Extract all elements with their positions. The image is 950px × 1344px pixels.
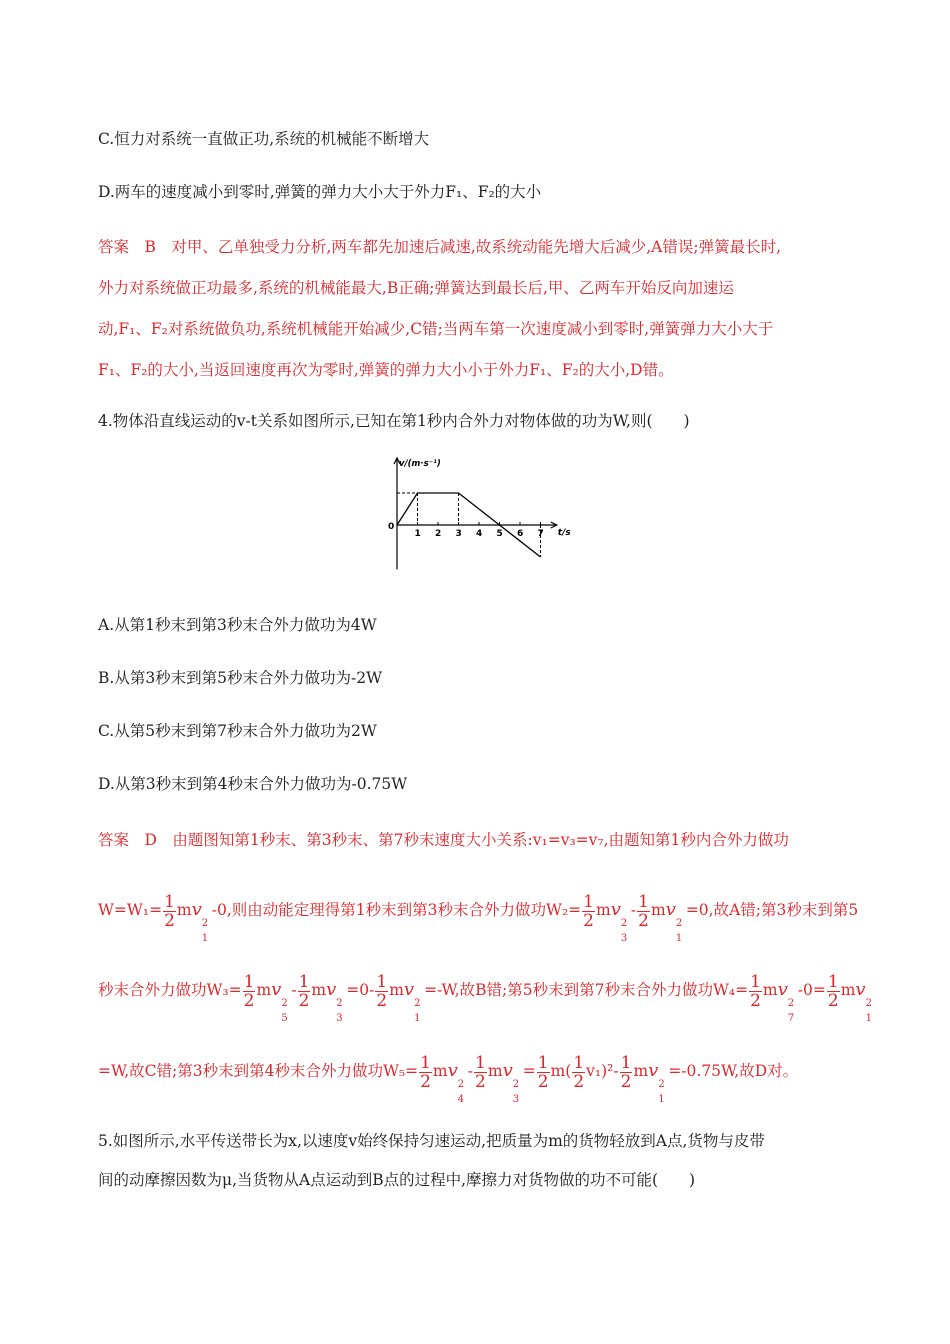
option-c-prev: C.恒力对系统一直做正功,系统的机械能不断增大 xyxy=(98,130,430,148)
x-tick-label: 3 xyxy=(455,529,462,539)
answer3-line-1: 答案 B 对甲、乙单独受力分析,两车都先加速后减速,故系统动能先增大后减少,A错误;弹簧最长时, xyxy=(98,238,782,256)
x-tick-label: 6 xyxy=(517,529,524,539)
answer4-line-2: W=W₁= $\frac{1}{2}$ mv 2 1 -0,则由动能定理得第1秒末到第3秒末合外力做功W₂= $\frac{1}{2}$ mv 2 3 - $\frac{1}{2}$ mv 2 1 =0,故A错;第3秒末到第5 xyxy=(98,891,859,944)
answer4-line-4: =W,故C错;第3秒末到第4秒末合外力做功W₅= $\frac{1}{2}$ mv 2 4 - $\frac{1}{2}$ mv 2 3 = $\frac{1}{2}$ m( $\frac{1}{2}$ v₁)²- $\frac{1}{2}$ mv 2 1 =-0.75W,故D对。 xyxy=(98,1052,799,1105)
answer3-line-4: F₁、F₂的大小,当返回速度再次为零时,弹簧的弹力大小小于外力F₁、F₂的大小,D错。 xyxy=(98,361,674,379)
answer3-line-3: 动,F₁、F₂对系统做负功,系统机械能开始减少,C错;当两车第一次速度减小到零时,弹簧弹力大小大于 xyxy=(98,320,774,338)
x-tick-label: 4 xyxy=(476,529,483,539)
option-4d: D.从第3秒末到第4秒末合外力做功为-0.75W xyxy=(98,775,408,793)
origin-label: 0 xyxy=(388,522,395,532)
question-5-line-2: 间的动摩擦因数为μ,当货物从A点运动到B点的过程中,摩擦力对货物做的功不可能( ) xyxy=(98,1171,696,1189)
question-4: 4.物体沿直线运动的v-t关系如图所示,已知在第1秒内合外力对物体做的功为W,则( ) xyxy=(98,412,690,430)
option-4c: C.从第5秒末到第7秒末合外力做功为2W xyxy=(98,722,377,740)
question-5-line-1: 5.如图所示,水平传送带长为x,以速度v始终保持匀速运动,把质量为m的货物轻放到A点,货物与皮带 xyxy=(98,1132,765,1150)
option-4a: A.从第1秒末到第3秒末合外力做功为4W xyxy=(98,616,377,634)
x-tick-label: 2 xyxy=(435,529,442,539)
x-tick-label: 7 xyxy=(537,529,544,539)
option-d-prev: D.两车的速度减小到零时,弹簧的弹力大小大于外力F₁、F₂的大小 xyxy=(98,183,542,201)
x-tick-label: 5 xyxy=(496,529,503,539)
vt-chart xyxy=(380,455,590,575)
answer3-line-2: 外力对系统做正功最多,系统的机械能最大,B正确;弹簧达到最长后,甲、乙两车开始反向加速运 xyxy=(98,279,734,297)
answer4-line-1: 答案 D 由题图知第1秒末、第3秒末、第7秒末速度大小关系:v₁=v₃=v₇,由题知第1秒内合外力做功 xyxy=(98,831,789,849)
x-tick-label: 1 xyxy=(414,529,421,539)
answer4-line-3: 秒末合外力做功W₃= $\frac{1}{2}$ mv 2 5 - $\frac{1}{2}$ mv 2 3 =0- $\frac{1}{2}$ mv 2 1 =-W,故B错;第5秒末到第7秒末合外力做功W₄= $\frac{1}{2}$ mv 2 7 -0= $\frac{1}{2}$ mv 2 1 xyxy=(98,971,872,1024)
option-4b: B.从第3秒末到第5秒末合外力做功为-2W xyxy=(98,669,383,687)
x-axis-label: t/s xyxy=(557,528,571,538)
y-axis-label: v/(m·s⁻¹) xyxy=(399,459,441,469)
